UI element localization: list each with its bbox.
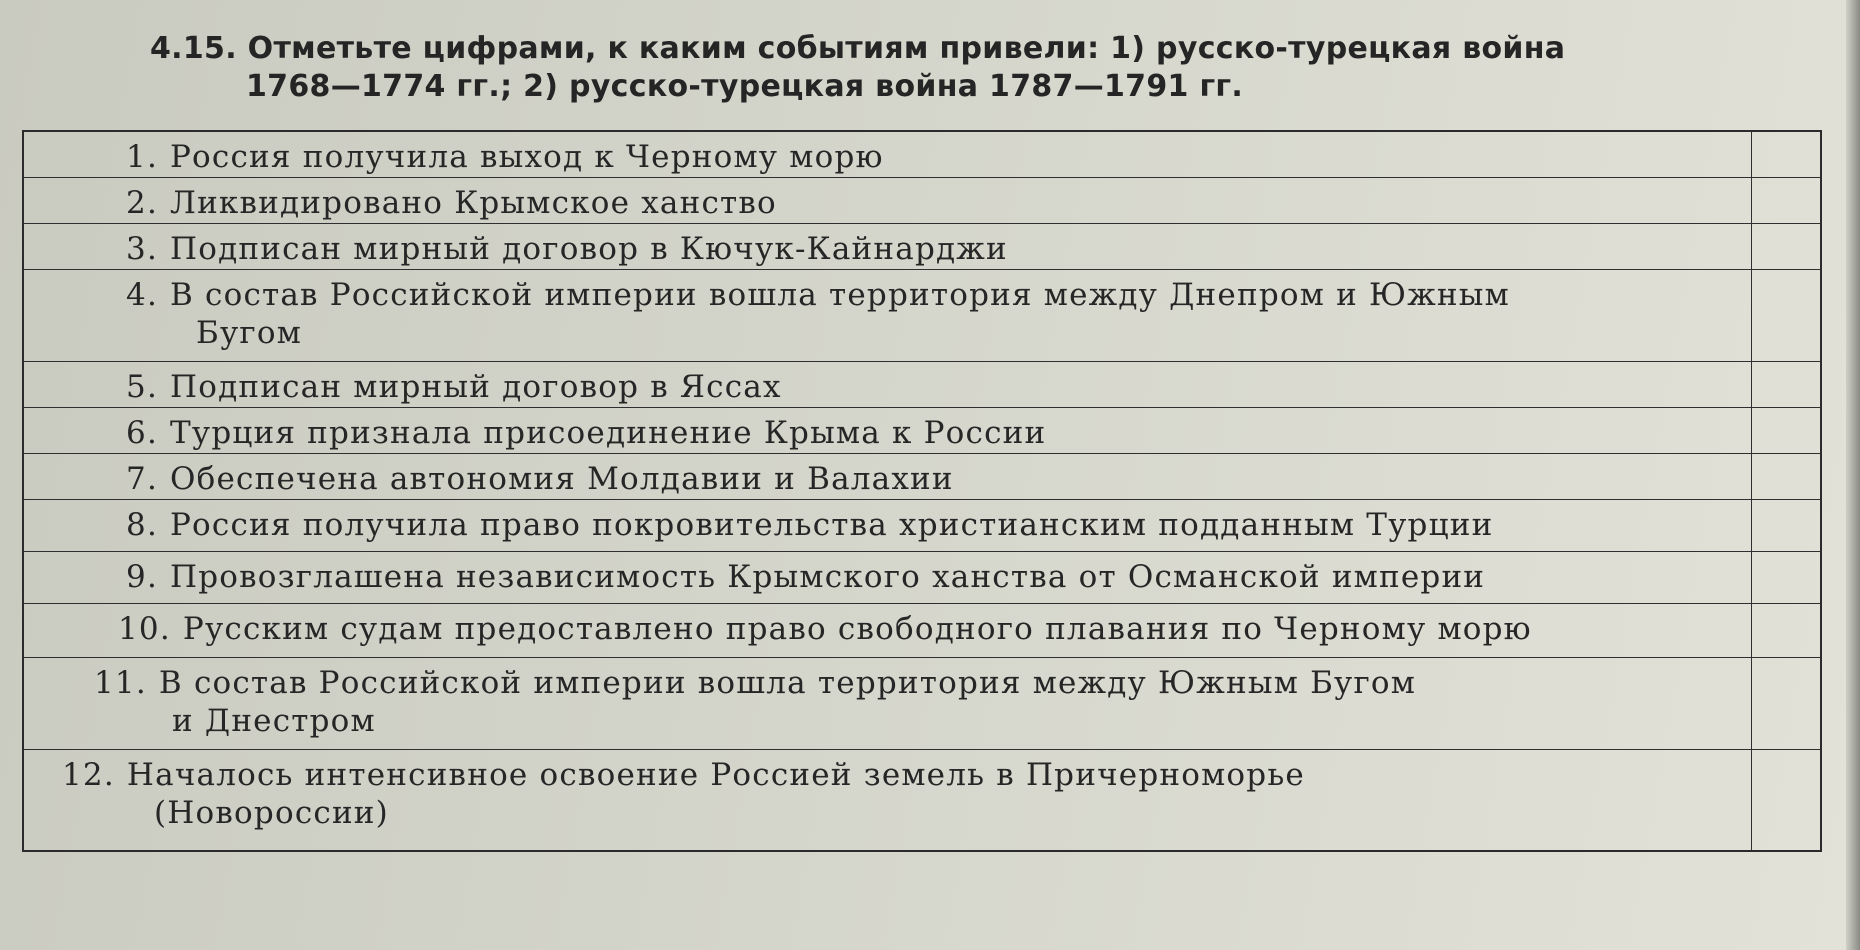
answer-cell[interactable] (1752, 270, 1820, 361)
event-label: Россия получила право покровительства христианским подданным Турции (170, 507, 1494, 543)
table-row (24, 750, 1820, 850)
answer-cell[interactable] (1752, 408, 1820, 453)
event-text-line (24, 460, 1741, 498)
table-row (24, 178, 1820, 224)
table-row (24, 500, 1820, 552)
event-label: В состав Российской империи вошла территория между Южным Бугом (158, 665, 1417, 701)
event-label: Россия получила выход к Черному морю (170, 139, 884, 175)
event-number: 9. (126, 559, 158, 595)
event-text-line: (Новороссии) (154, 795, 389, 831)
event-label: Обеспечена автономия Молдавии и Валахии (170, 461, 954, 497)
answer-cell[interactable] (1752, 500, 1820, 551)
event-text-line (24, 230, 1741, 268)
event-text-line (24, 276, 1741, 314)
event-text-cell (24, 362, 1752, 407)
event-text-line (24, 756, 1741, 794)
task-heading-line-2: 1768—1774 гг.; 2) русско-турецкая война 1787—1791 гг. (246, 69, 1244, 104)
event-number: 5. (126, 369, 158, 405)
event-number: 6. (126, 415, 158, 451)
event-text-line (24, 664, 1741, 702)
task-heading (150, 30, 1710, 106)
table-row (24, 552, 1820, 604)
event-text-line (24, 506, 1741, 544)
event-text-cell (24, 604, 1752, 657)
table-row (24, 658, 1820, 750)
table-row (24, 604, 1820, 658)
event-number: 8. (126, 507, 158, 543)
event-number: 10. (118, 611, 171, 647)
event-label: Ликвидировано Крымское ханство (170, 185, 777, 221)
event-text-line: и Днестром (172, 703, 376, 739)
event-text-line (24, 610, 1741, 648)
answer-cell[interactable] (1752, 132, 1820, 177)
table-row (24, 362, 1820, 408)
event-text-line (24, 184, 1741, 222)
event-text-line (24, 414, 1741, 452)
task-heading-line-1: 4.15. Отметьте цифрами, к каким событиям привели: 1) русско-турецкая война (150, 31, 1566, 66)
event-text-line: Бугом (196, 315, 303, 351)
event-text-cell (24, 750, 1752, 850)
event-text-line (24, 558, 1741, 596)
answer-cell[interactable] (1752, 224, 1820, 269)
event-text-cell (24, 552, 1752, 603)
event-label: В состав Российской империи вошла территория между Днепром и Южным (170, 277, 1510, 313)
answer-cell[interactable] (1752, 552, 1820, 603)
event-label: Подписан мирный договор в Кючук-Кайнарджи (170, 231, 1008, 267)
answer-cell[interactable] (1752, 604, 1820, 657)
event-number: 4. (126, 277, 158, 313)
event-number: 1. (126, 139, 158, 175)
event-number: 3. (126, 231, 158, 267)
event-text-line (24, 368, 1741, 406)
event-number: 12. (62, 757, 115, 793)
answer-cell[interactable] (1752, 178, 1820, 223)
event-text-cell (24, 500, 1752, 551)
event-text-cell (24, 408, 1752, 453)
answer-cell[interactable] (1752, 454, 1820, 499)
event-text-cell (24, 270, 1752, 361)
events-table (22, 130, 1822, 852)
table-row (24, 408, 1820, 454)
event-text-cell (24, 132, 1752, 177)
event-label: Провозглашена независимость Крымского ханства от Османской империи (170, 559, 1486, 595)
answer-cell[interactable] (1752, 750, 1820, 850)
answer-cell[interactable] (1752, 658, 1820, 749)
table-row (24, 224, 1820, 270)
event-number: 11. (94, 665, 147, 701)
event-label: Подписан мирный договор в Яссах (170, 369, 782, 405)
table-row (24, 454, 1820, 500)
event-number: 2. (126, 185, 158, 221)
event-label: Русским судам предоставлено право свободного плавания по Черному морю (182, 611, 1532, 647)
event-label: Началось интенсивное освоение Россией земель в Причерноморье (126, 757, 1305, 793)
table-row (24, 132, 1820, 178)
event-label: Турция признала присоединение Крыма к России (170, 415, 1047, 451)
table-row (24, 270, 1820, 362)
page-edge (1846, 0, 1860, 950)
answer-cell[interactable] (1752, 362, 1820, 407)
event-number: 7. (126, 461, 158, 497)
event-text-cell (24, 454, 1752, 499)
event-text-cell (24, 224, 1752, 269)
event-text-cell (24, 178, 1752, 223)
event-text-line (24, 138, 1741, 176)
event-text-cell (24, 658, 1752, 749)
